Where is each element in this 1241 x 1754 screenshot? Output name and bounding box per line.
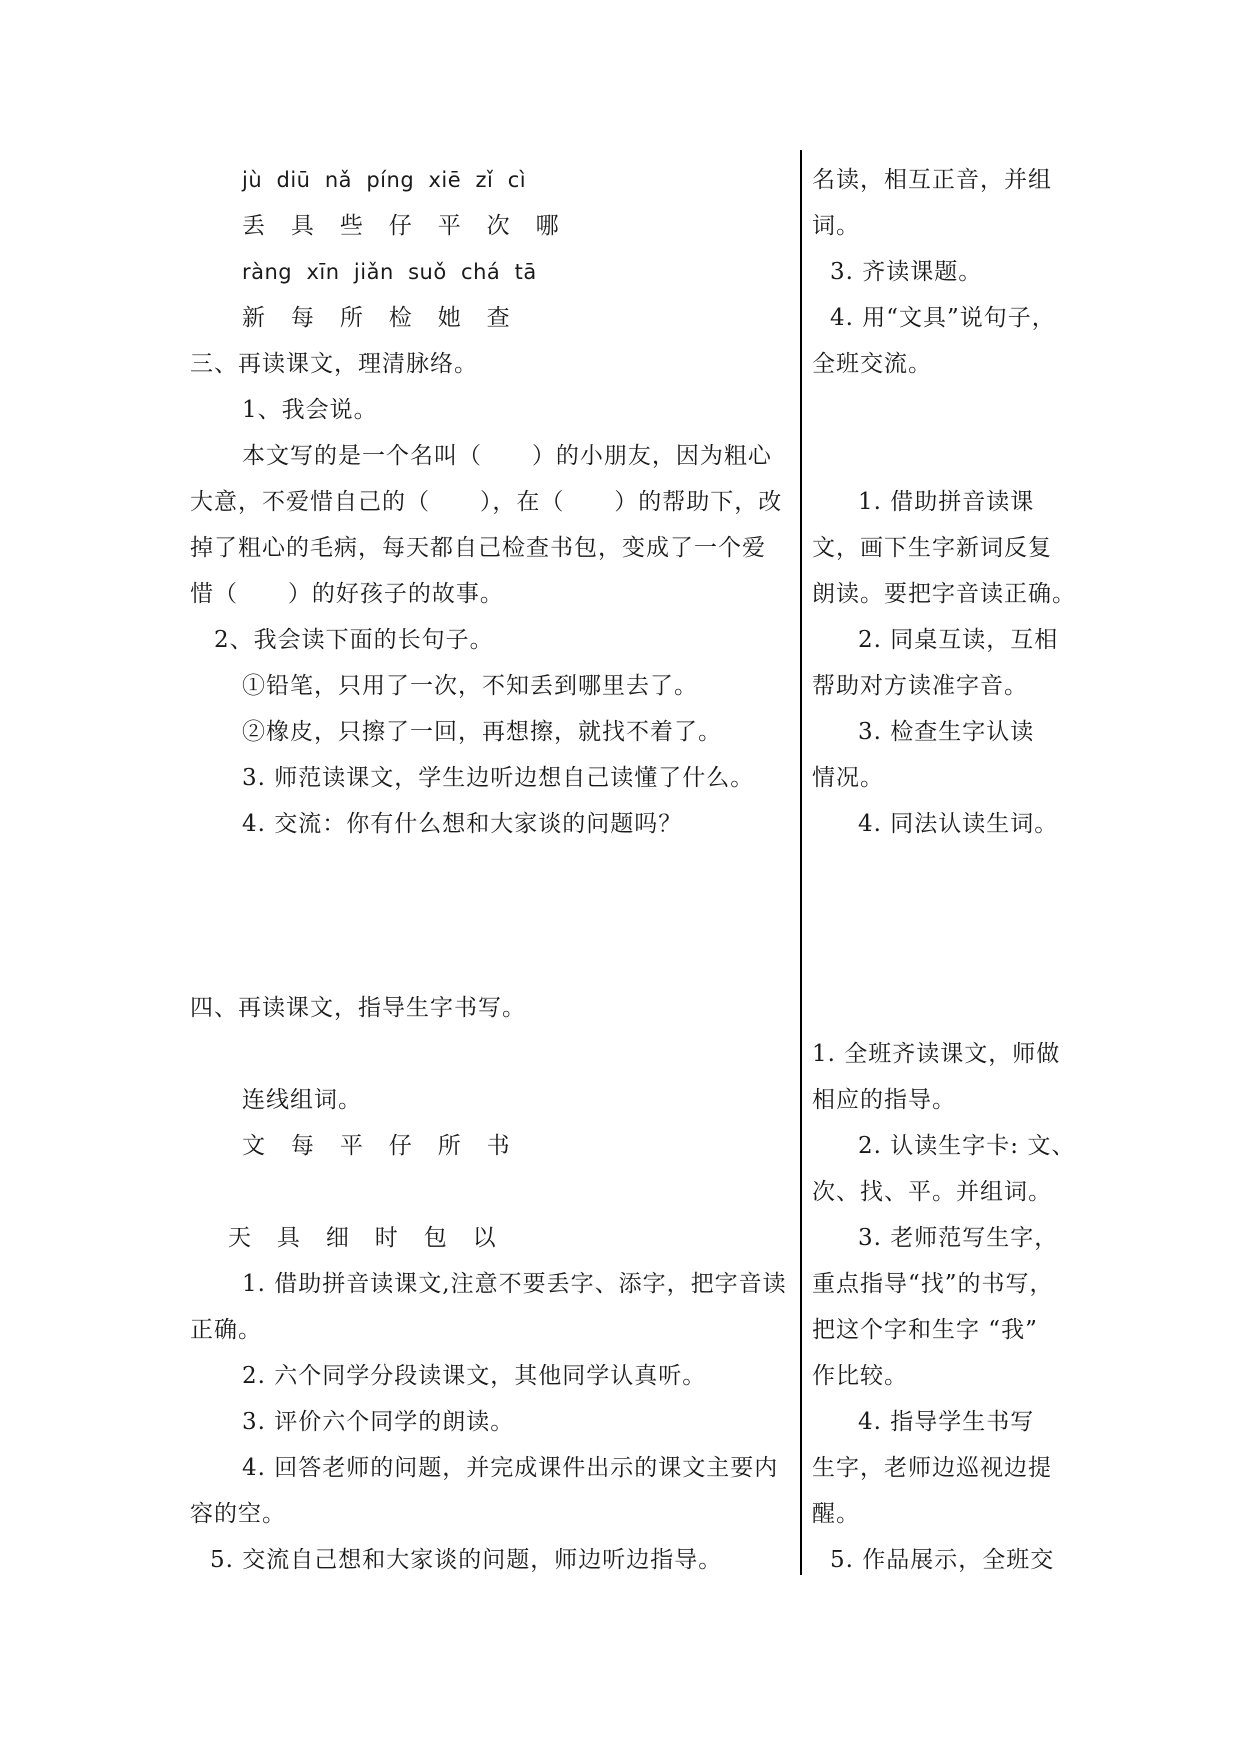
- item-1: 1、我会说。: [242, 397, 378, 423]
- step-1-line-2: 正确。: [190, 1317, 262, 1343]
- section-4-title: 四、再读课文，指导生字书写。: [190, 995, 526, 1021]
- sentence-2: ②橡皮，只擦了一回，再想擦，就找不着了。: [242, 719, 722, 745]
- item-2: 2、我会读下面的长句子。: [214, 627, 494, 653]
- right-line-5: 全班交流。: [812, 351, 932, 377]
- right-line-13: 4. 同法认读生词。: [858, 811, 1059, 837]
- right-line-11: 3. 检查生字认读: [858, 719, 1035, 745]
- paragraph-line-3: 掉了粗心的毛病，每天都自己检查书包，变成了一个爱: [190, 535, 766, 561]
- connect-words: 连线组词。: [242, 1087, 362, 1113]
- step-4-line-1: 4. 回答老师的问题，并完成课件出示的课文主要内: [242, 1455, 779, 1481]
- right-line-6: 1. 借助拼音读课: [858, 489, 1035, 515]
- chars-row-1: 丢 具 些 仔 平 次 哪: [242, 213, 560, 239]
- paragraph-line-4: 惜（ ）的好孩子的故事。: [190, 581, 504, 607]
- right-line-2: 词。: [812, 213, 860, 239]
- sentence-1: ①铅笔，只用了一次，不知丢到哪里去了。: [242, 673, 698, 699]
- right-line-20: 把这个字和生字 “我”: [812, 1317, 1038, 1343]
- right-line-12: 情况。: [812, 765, 884, 791]
- chars-row-2: 新 每 所 检 她 查: [242, 305, 511, 331]
- right-line-19: 重点指导“找”的书写，: [812, 1271, 1054, 1297]
- right-line-16: 2. 认读生字卡: 文、: [858, 1133, 1076, 1159]
- step-2: 2. 六个同学分段读课文，其他同学认真听。: [242, 1363, 707, 1389]
- right-line-18: 3. 老师范写生字，: [858, 1225, 1059, 1251]
- right-line-23: 生字，老师边巡视边提: [812, 1455, 1052, 1481]
- item-4: 4. 交流：你有什么想和大家谈的问题吗？: [242, 811, 683, 837]
- right-line-25: 5. 作品展示，全班交: [830, 1547, 1055, 1573]
- right-line-21: 作比较。: [812, 1363, 908, 1389]
- right-line-3: 3. 齐读课题。: [830, 259, 983, 285]
- connect-row-2: 天 具 细 时 包 以: [228, 1225, 497, 1251]
- connect-row-1: 文 每 平 仔 所 书: [242, 1133, 511, 1159]
- right-line-8: 朗读。要把字音读正确。: [812, 581, 1076, 607]
- right-line-9: 2. 同桌互读，互相: [858, 627, 1059, 653]
- right-line-22: 4. 指导学生书写: [858, 1409, 1035, 1435]
- pinyin-row-1: jù diū nǎ píng xiē zǐ cì: [242, 168, 527, 192]
- pinyin-row-2: ràng xīn jiǎn suǒ chá tā: [242, 260, 537, 284]
- paragraph-line-1: 本文写的是一个名叫（ ）的小朋友，因为粗心: [242, 443, 772, 469]
- right-line-17: 次、找、平。并组词。: [812, 1179, 1052, 1205]
- right-line-14: 1. 全班齐读课文，师做: [812, 1041, 1061, 1067]
- step-4-line-2: 容的空。: [190, 1501, 286, 1527]
- step-3: 3. 评价六个同学的朗读。: [242, 1409, 515, 1435]
- right-line-7: 文，画下生字新词反复: [812, 535, 1052, 561]
- paragraph-line-2: 大意，不爱惜自己的（ ），在（ ）的帮助下，改: [190, 489, 783, 515]
- right-line-1: 名读，相互正音，并组: [812, 167, 1052, 193]
- section-3-title: 三、再读课文，理清脉络。: [190, 351, 478, 377]
- right-line-10: 帮助对方读准字音。: [812, 673, 1028, 699]
- right-line-4: 4. 用“文具”说句子，: [830, 305, 1056, 331]
- column-divider: [800, 150, 802, 1575]
- item-3: 3. 师范读课文，学生边听边想自己读懂了什么。: [242, 765, 755, 791]
- step-1-line-1: 1. 借助拼音读课文,注意不要丢字、添字，把字音读: [242, 1271, 787, 1297]
- right-line-24: 醒。: [812, 1501, 860, 1527]
- step-5: 5. 交流自己想和大家谈的问题，师边听边指导。: [210, 1547, 723, 1573]
- right-line-15: 相应的指导。: [812, 1087, 956, 1113]
